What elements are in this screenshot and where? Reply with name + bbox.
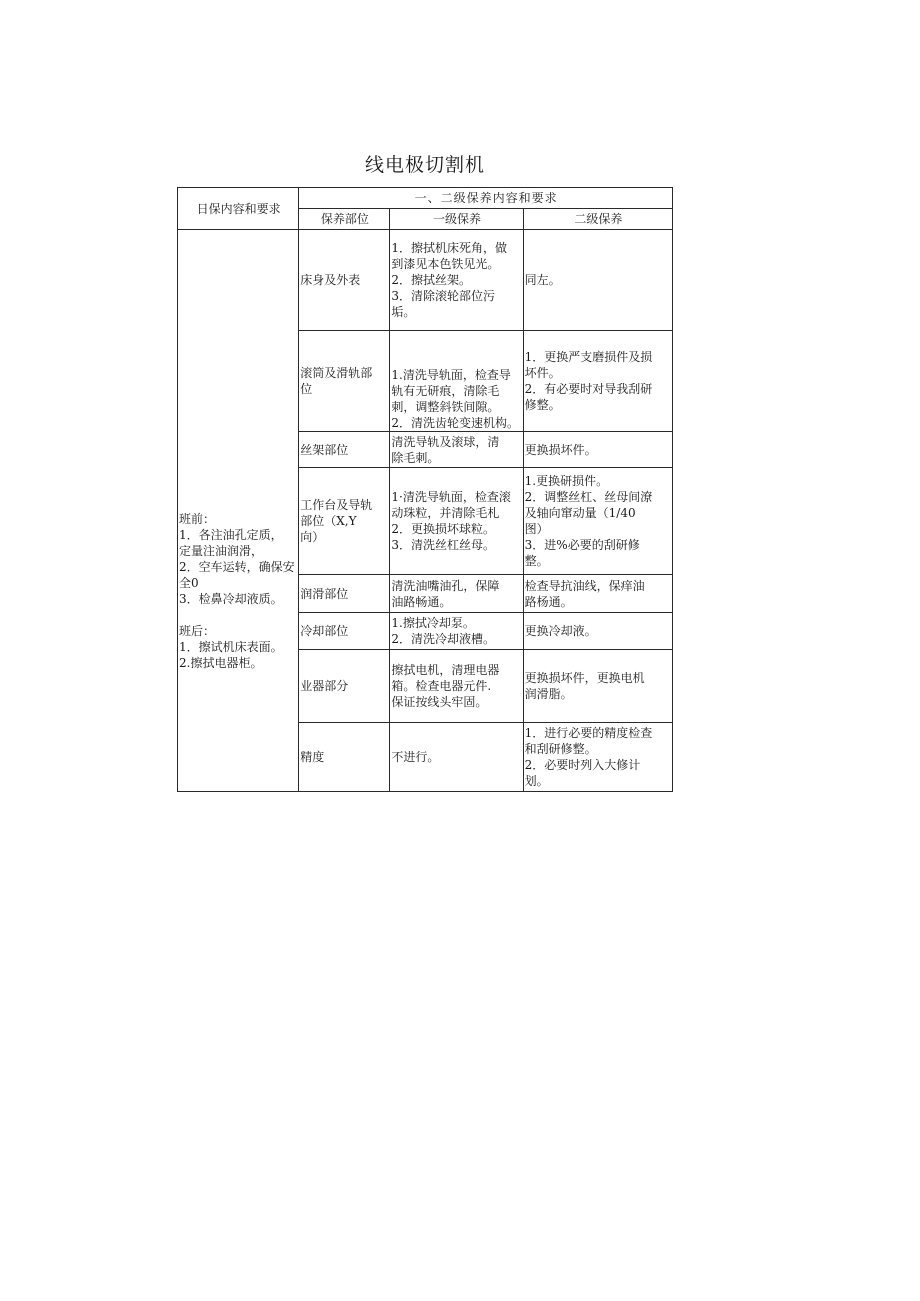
before-item: 2．空车运转，确保安 — [179, 559, 295, 574]
level2-cell: 更换损坏件。 — [523, 432, 672, 468]
before-item: 全0 — [179, 575, 199, 590]
level1-cell: 清洗导轨及滚球，清 除毛刺。 — [390, 432, 523, 468]
level1-cell: 不进行。 — [390, 723, 523, 792]
part-cell: 滚筒及滑轨部 位 — [299, 331, 390, 432]
level2-cell: 更换损坏件，更换电机 润滑脂。 — [523, 650, 672, 723]
part-cell: 冷却部位 — [299, 613, 390, 650]
level1-cell: 1．擦拭机床死角，做 到漆见本色铁见光。 2．擦拭丝架。 3．清除滚轮部位污 垢。 — [390, 230, 523, 331]
after-shift-label: 班后： — [179, 623, 216, 638]
level1-cell: 1·清洗导轨面，检查滚 动珠粒，并清除毛札 2．更换损坏球粒。 3．清洗丝杠丝母。 — [390, 468, 523, 575]
level2-cell: 检查导抗油线，保痒油 路杨通。 — [523, 575, 672, 613]
part-cell: 润滑部位 — [299, 575, 390, 613]
before-item: 1．各注油孔定质， — [179, 527, 283, 542]
level2-cell: 同左。 — [523, 230, 672, 331]
level1-cell: 清洗油嘴油孔，保障 油路畅通。 — [390, 575, 523, 613]
daily-requirements-cell — [178, 230, 299, 792]
header-daily: 日保内容和要求 — [178, 188, 299, 230]
header-level1: 一级保养 — [390, 209, 523, 230]
header-level2: 二级保养 — [523, 209, 672, 230]
after-item: 2.擦拭电器柜。 — [179, 655, 263, 670]
document-title: 线电极切割机 — [364, 154, 485, 176]
level2-cell: 1.更换研损件。 2．调整丝杠、丝母间潦 及轴向窜动量（1/40 图） 3．进%必要的刮研修 整。 — [523, 468, 672, 575]
header-group: 一、二级保养内容和要求 — [299, 188, 673, 209]
part-cell: 床身及外表 — [299, 230, 390, 331]
before-shift-label: 班前： — [179, 511, 216, 526]
table-row — [178, 230, 673, 331]
level2-cell: 更换冷却液。 — [523, 613, 672, 650]
after-item: 1．擦试机床表面。 — [179, 639, 283, 654]
level1-cell: 1.擦拭冷却泵。 2．清洗冷却液槽。 — [390, 613, 523, 650]
part-cell: 业器部分 — [299, 650, 390, 723]
part-cell: 丝架部位 — [299, 432, 390, 468]
part-cell: 精度 — [299, 723, 390, 792]
level2-cell: 1．进行必要的精度检查 和刮研修整。 2．必要时列入大修计 划。 — [523, 723, 672, 792]
header-row — [178, 188, 673, 209]
before-item: 3．检鼻冷却液质。 — [179, 591, 283, 606]
before-item: 定量注油润滑， — [179, 543, 264, 558]
header-part: 保养部位 — [299, 209, 390, 230]
maintenance-table — [177, 187, 673, 792]
level1-cell: 1.清洗导轨面，检查导 轨有无研痕，清除毛 刺，调整斜铁间隙。 2．清洗齿轮变速机构。 — [390, 331, 523, 432]
level1-cell: 擦拭电机，清理电器 箱。检查电器元件. 保证按线头牢固。 — [390, 650, 523, 723]
level2-cell: 1．更换严支磨损件及损 坏件。 2．有必要时对导我刮研 修整。 — [523, 331, 672, 432]
part-cell: 工作台及导轨 部位（X,Y 向） — [299, 468, 390, 575]
